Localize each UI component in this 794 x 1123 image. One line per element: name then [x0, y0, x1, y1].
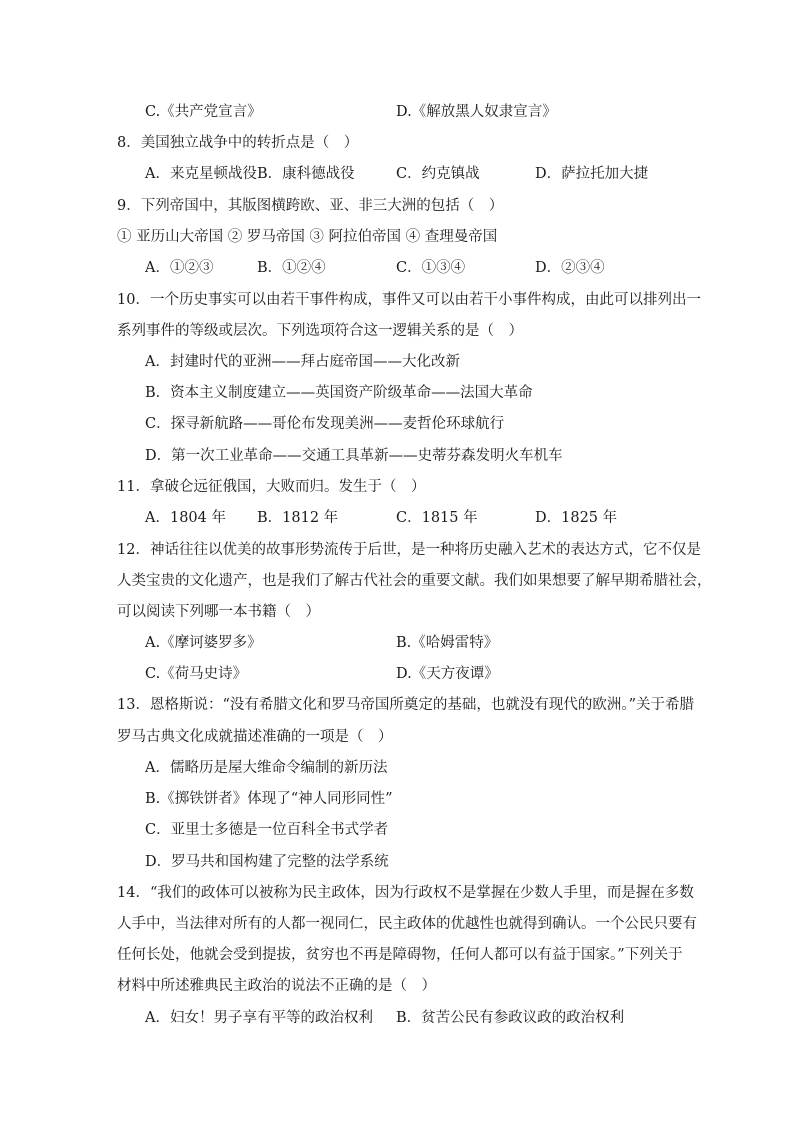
- q8-option-c: C．约克镇战: [396, 166, 480, 182]
- q14-stem-line2: 人手中，当法律对所有的人都一视同仁，民主政体的优越性也就得到确认。一个公民只要有: [117, 916, 697, 932]
- q14-stem-line3: 任何长处，他就会受到提拔，贫穷也不再是障碍物，任何人都可以有益于国家。”下列关于: [117, 947, 683, 963]
- q9-items: ① 亚历山大帝国 ② 罗马帝国 ③ 阿拉伯帝国 ④ 查理曼帝国: [117, 229, 498, 245]
- q8-stem: 8．美国独立战争中的转折点是（ ）: [117, 135, 359, 151]
- q11-option-a: A．1804 年: [145, 510, 226, 526]
- q12-stem-line2: 人类宝贵的文化遗产，也是我们了解古代社会的重要文献。我们如果想要了解早期希腊社会，: [117, 573, 712, 589]
- q14-option-b: B．贫苦公民有参政议政的政治权利: [396, 1010, 625, 1026]
- q13-stem-line2: 罗马古典文化成就描述准确的一项是（ ）: [117, 729, 393, 745]
- q8-option-b: B．康科德战役: [257, 166, 355, 182]
- q9-option-c: C．①③④: [396, 260, 466, 276]
- q11-option-c: C．1815 年: [396, 510, 478, 526]
- q9-option-b: B．①②④: [257, 260, 326, 276]
- q10-stem-line1: 10．一个历史事实可以由若干事件构成，事件又可以由若干小事件构成，由此可以排列出一: [117, 292, 701, 308]
- q9-stem: 9．下列帝国中，其版图横跨欧、亚、非三大洲的包括（ ）: [117, 198, 504, 214]
- q10-stem-line2: 系列事件的等级或层次。下列选项符合这一逻辑关系的是（ ）: [117, 323, 523, 339]
- q11-option-b: B．1812 年: [257, 510, 339, 526]
- q13-option-d: D．罗马共和国构建了完整的法学系统: [145, 854, 389, 870]
- q12-option-c: C.《荷马史诗》: [145, 666, 248, 682]
- q7-option-c: C.《共产党宣言》: [145, 104, 262, 120]
- q8-option-a: A．来克星顿战役: [145, 166, 257, 182]
- q14-stem-line1: 14．“我们的政体可以被称为民主政体，因为行政权不是掌握在少数人手里，而是握在多数: [117, 885, 694, 901]
- q14-option-a: A．妇女！男子享有平等的政治权利: [145, 1010, 373, 1026]
- q7-option-d: D.《解放黑人奴隶宣言》: [396, 104, 557, 120]
- q8-option-d: D．萨拉托加大捷: [535, 166, 649, 182]
- q12-option-a: A.《摩诃婆罗多》: [145, 635, 262, 651]
- q13-option-a: A．儒略历是屋大维命令编制的新历法: [145, 760, 388, 776]
- q11-stem: 11．拿破仑远征俄国，大败而归。发生于（ ）: [117, 479, 426, 495]
- q13-stem-line1: 13．恩格斯说：“没有希腊文化和罗马帝国所奠定的基础，也就没有现代的欧洲。”关于希腊: [117, 697, 695, 713]
- q13-option-c: C．亚里士多德是一位百科全书式学者: [145, 822, 389, 838]
- q12-option-b: B.《哈姆雷特》: [396, 635, 499, 651]
- q10-option-b: B．资本主义制度建立——英国资产阶级革命——法国大革命: [145, 385, 533, 401]
- q12-stem-line1: 12．神话往往以优美的故事形势流传于后世，是一种将历史融入艺术的表达方式，它不仅是: [117, 542, 701, 558]
- q9-option-a: A．①②③: [145, 260, 214, 276]
- q14-stem-line4: 材料中所述雅典民主政治的说法不正确的是（ ）: [117, 978, 436, 994]
- q10-option-d: D．第一次工业革命——交通工具革新——史蒂芬森发明火车机车: [145, 448, 563, 464]
- q10-option-a: A．封建时代的亚洲——拜占庭帝国——大化改新: [145, 354, 460, 370]
- q10-option-c: C．探寻新航路——哥伦布发现美洲——麦哲伦环球航行: [145, 416, 505, 432]
- q12-stem-line3: 可以阅读下列哪一本书籍（ ）: [117, 604, 320, 620]
- q9-option-d: D．②③④: [535, 260, 605, 276]
- q13-option-b: B.《掷铁饼者》体现了“神人同形同性”: [145, 791, 393, 807]
- q11-option-d: D．1825 年: [535, 510, 618, 526]
- q12-option-d: D.《天方夜谭》: [396, 666, 499, 682]
